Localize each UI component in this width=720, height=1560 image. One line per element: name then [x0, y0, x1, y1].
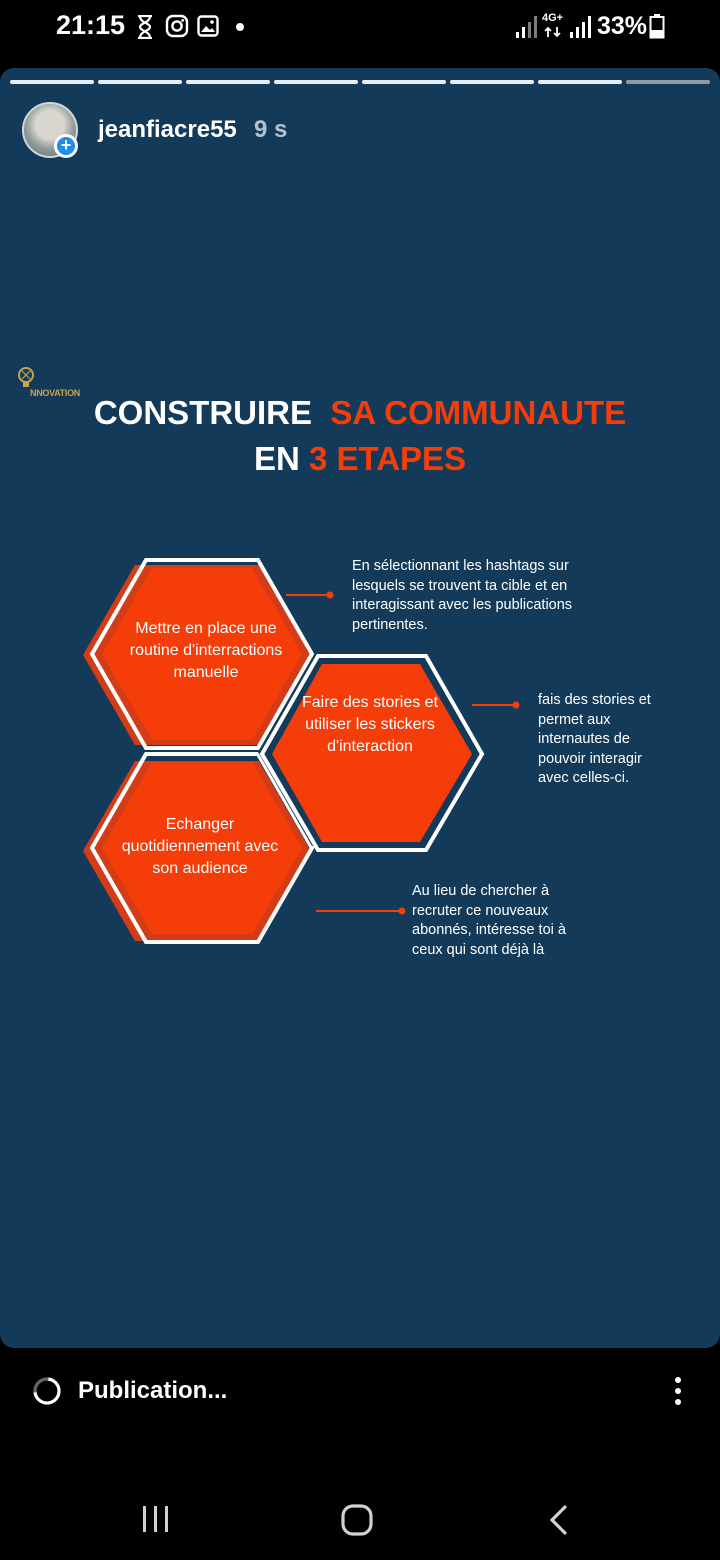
connector-dot-3 — [399, 908, 406, 915]
username[interactable]: jeanfiacre55 — [98, 116, 237, 143]
annotation-3: Au lieu de chercher à recruter ce nouveaux abonnés, intéresse toi à ceux qui sont déjà là — [412, 883, 566, 958]
headline-orange-part: 3 ETAPES — [308, 440, 467, 477]
instagram-icon — [165, 14, 189, 38]
signal-icon-sim2 — [568, 14, 594, 40]
annotation-2: fais des stories et permet aux internautes de pouvoir interagir avec celles-ci. — [538, 692, 651, 786]
headline-white-part: EN — [253, 440, 300, 477]
connector-dot-1 — [327, 592, 334, 599]
back-icon[interactable] — [546, 1498, 572, 1542]
home-icon[interactable] — [338, 1498, 378, 1542]
publishing-status: Publication... — [78, 1377, 228, 1404]
hourglass-icon — [136, 15, 154, 39]
data-arrows-icon — [543, 26, 563, 38]
clock: 21:15 — [56, 10, 126, 40]
annotation-1: En sélectionnant les hashtags sur lesquels se trouvent ta cible et en interagissant avec les publications pertinentes. — [352, 558, 573, 633]
recent-apps-icon[interactable] — [140, 1498, 172, 1542]
network-type-label: 4G+ — [542, 12, 564, 24]
headline-orange-part: SA COMMUNAUTE — [330, 394, 627, 431]
battery-icon — [649, 13, 665, 39]
story-timestamp: 9 s — [254, 116, 288, 143]
gallery-icon — [197, 15, 219, 37]
loading-spinner-icon — [32, 1376, 62, 1406]
step-2-label: Faire des stories et utiliser les stickers d'interaction — [301, 694, 439, 755]
add-story-icon: + — [54, 134, 78, 158]
connector-dot-2 — [513, 702, 520, 709]
battery-percent: 33% — [597, 12, 648, 40]
more-options-icon[interactable] — [670, 1376, 686, 1408]
step-1-label: Mettre en place une routine d'interractions manuelle — [129, 620, 283, 681]
brand-logo-text: NNOVATION — [30, 388, 80, 398]
notification-dot-icon — [235, 22, 245, 32]
headline-white-part: CONSTRUIRE — [93, 394, 313, 431]
story-card[interactable] — [0, 68, 720, 1348]
step-3-label: Echanger quotidiennement avec son audience — [121, 816, 279, 877]
signal-icon-sim1 — [514, 14, 540, 40]
status-bar — [0, 0, 720, 56]
